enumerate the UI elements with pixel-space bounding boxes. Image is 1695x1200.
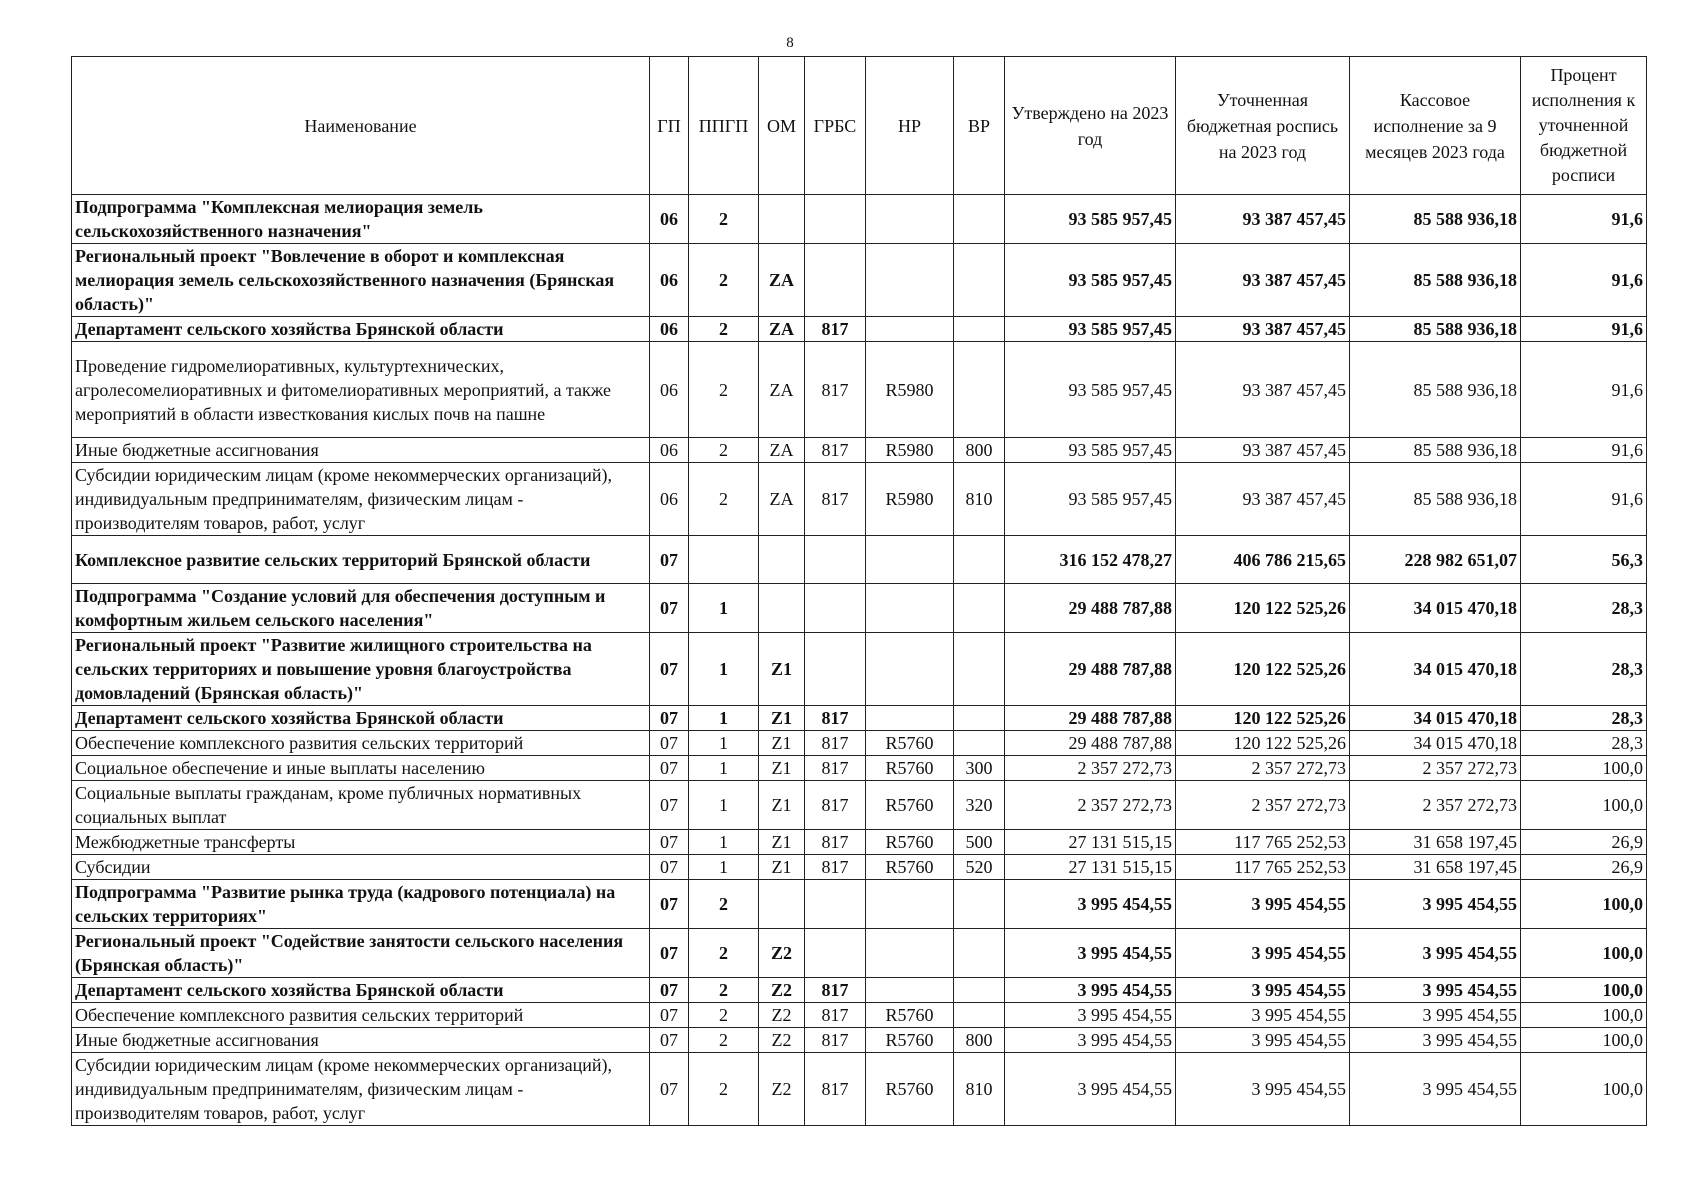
cell-approved: 2 357 272,73 bbox=[1005, 756, 1176, 781]
header-nr: НР bbox=[866, 57, 954, 195]
cell-approved: 29 488 787,88 bbox=[1005, 633, 1176, 706]
cell-name: Подпрограмма "Создание условий для обеспечения доступным и комфортным жильем сельского населения" bbox=[72, 584, 650, 633]
cell-gp: 07 bbox=[650, 633, 689, 706]
cell-gp: 07 bbox=[650, 756, 689, 781]
table-row bbox=[72, 756, 1647, 781]
cell-vr bbox=[954, 731, 1005, 756]
header-vr: ВР bbox=[954, 57, 1005, 195]
cell-grbs: 817 bbox=[805, 756, 866, 781]
cell-om: Z2 bbox=[759, 1003, 805, 1028]
cell-vr: 520 bbox=[954, 855, 1005, 880]
cell-name: Подпрограмма "Комплексная мелиорация земель сельскохозяйственного назначения" bbox=[72, 195, 650, 244]
cell-gp: 07 bbox=[650, 584, 689, 633]
cell-name: Департамент сельского хозяйства Брянской области bbox=[72, 706, 650, 731]
cell-gp: 06 bbox=[650, 244, 689, 317]
cell-ppgp: 1 bbox=[689, 584, 759, 633]
cell-name: Обеспечение комплексного развития сельских территорий bbox=[72, 731, 650, 756]
cell-gp: 07 bbox=[650, 830, 689, 855]
cell-cash: 3 995 454,55 bbox=[1350, 880, 1521, 929]
cell-percent: 91,6 bbox=[1521, 317, 1647, 342]
cell-ppgp: 2 bbox=[689, 463, 759, 536]
cell-om: ZA bbox=[759, 317, 805, 342]
table-row bbox=[72, 978, 1647, 1003]
table-row bbox=[72, 195, 1647, 244]
cell-grbs: 817 bbox=[805, 706, 866, 731]
table-row bbox=[72, 706, 1647, 731]
cell-om: Z2 bbox=[759, 1028, 805, 1053]
cell-nr bbox=[866, 195, 954, 244]
cell-nr bbox=[866, 633, 954, 706]
header-cash: Кассовое исполнение за 9 месяцев 2023 года bbox=[1350, 57, 1521, 195]
cell-gp: 07 bbox=[650, 978, 689, 1003]
cell-vr bbox=[954, 584, 1005, 633]
cell-vr: 800 bbox=[954, 438, 1005, 463]
cell-ppgp: 2 bbox=[689, 978, 759, 1003]
cell-nr bbox=[866, 244, 954, 317]
table-row bbox=[72, 929, 1647, 978]
cell-gp: 07 bbox=[650, 855, 689, 880]
cell-grbs bbox=[805, 880, 866, 929]
cell-grbs: 817 bbox=[805, 438, 866, 463]
cell-name: Социальные выплаты гражданам, кроме публичных нормативных социальных выплат bbox=[72, 781, 650, 830]
cell-cash: 85 588 936,18 bbox=[1350, 463, 1521, 536]
cell-name: Департамент сельского хозяйства Брянской области bbox=[72, 978, 650, 1003]
cell-name: Комплексное развитие сельских территорий Брянской области bbox=[72, 536, 650, 584]
cell-grbs bbox=[805, 633, 866, 706]
cell-cash: 2 357 272,73 bbox=[1350, 781, 1521, 830]
table-row bbox=[72, 830, 1647, 855]
cell-ppgp: 2 bbox=[689, 1028, 759, 1053]
cell-name: Иные бюджетные ассигнования bbox=[72, 438, 650, 463]
cell-cash: 2 357 272,73 bbox=[1350, 756, 1521, 781]
cell-percent: 26,9 bbox=[1521, 855, 1647, 880]
cell-approved: 93 585 957,45 bbox=[1005, 438, 1176, 463]
cell-om bbox=[759, 880, 805, 929]
cell-vr bbox=[954, 317, 1005, 342]
cell-vr bbox=[954, 244, 1005, 317]
header-grbs: ГРБС bbox=[805, 57, 866, 195]
cell-name: Проведение гидромелиоративных, культуртехнических, агролесомелиоративных и фитомелиоративных мероприятий, а также мероприятий в области известкования кислых почв на пашне bbox=[72, 342, 650, 438]
cell-percent: 100,0 bbox=[1521, 1053, 1647, 1126]
cell-nr: R5980 bbox=[866, 463, 954, 536]
cell-approved: 3 995 454,55 bbox=[1005, 978, 1176, 1003]
cell-nr bbox=[866, 929, 954, 978]
cell-refined: 3 995 454,55 bbox=[1176, 1028, 1350, 1053]
cell-ppgp: 2 bbox=[689, 1003, 759, 1028]
cell-vr: 810 bbox=[954, 463, 1005, 536]
cell-name: Межбюджетные трансферты bbox=[72, 830, 650, 855]
cell-ppgp: 2 bbox=[689, 317, 759, 342]
cell-refined: 3 995 454,55 bbox=[1176, 929, 1350, 978]
cell-approved: 27 131 515,15 bbox=[1005, 855, 1176, 880]
cell-percent: 100,0 bbox=[1521, 756, 1647, 781]
cell-cash: 228 982 651,07 bbox=[1350, 536, 1521, 584]
cell-ppgp: 2 bbox=[689, 342, 759, 438]
cell-refined: 3 995 454,55 bbox=[1176, 978, 1350, 1003]
cell-vr bbox=[954, 978, 1005, 1003]
header-gp: ГП bbox=[650, 57, 689, 195]
cell-refined: 2 357 272,73 bbox=[1176, 756, 1350, 781]
cell-percent: 100,0 bbox=[1521, 880, 1647, 929]
table-row bbox=[72, 1028, 1647, 1053]
cell-cash: 31 658 197,45 bbox=[1350, 830, 1521, 855]
cell-gp: 07 bbox=[650, 880, 689, 929]
header-approved: Утверждено на 2023 год bbox=[1005, 57, 1176, 195]
cell-vr: 500 bbox=[954, 830, 1005, 855]
cell-cash: 34 015 470,18 bbox=[1350, 706, 1521, 731]
cell-nr: R5980 bbox=[866, 438, 954, 463]
cell-om bbox=[759, 195, 805, 244]
cell-percent: 91,6 bbox=[1521, 438, 1647, 463]
cell-percent: 91,6 bbox=[1521, 342, 1647, 438]
cell-name: Департамент сельского хозяйства Брянской области bbox=[72, 317, 650, 342]
cell-nr bbox=[866, 978, 954, 1003]
cell-refined: 93 387 457,45 bbox=[1176, 342, 1350, 438]
table-row bbox=[72, 781, 1647, 830]
cell-gp: 07 bbox=[650, 929, 689, 978]
cell-percent: 100,0 bbox=[1521, 1003, 1647, 1028]
table-row bbox=[72, 536, 1647, 584]
page-number: 8 bbox=[786, 35, 794, 51]
cell-refined: 3 995 454,55 bbox=[1176, 1053, 1350, 1126]
cell-ppgp: 1 bbox=[689, 781, 759, 830]
cell-ppgp: 2 bbox=[689, 244, 759, 317]
cell-vr bbox=[954, 195, 1005, 244]
table-header-row bbox=[72, 57, 1647, 195]
header-om: ОМ bbox=[759, 57, 805, 195]
cell-approved: 29 488 787,88 bbox=[1005, 706, 1176, 731]
cell-ppgp: 2 bbox=[689, 195, 759, 244]
cell-vr: 800 bbox=[954, 1028, 1005, 1053]
cell-grbs bbox=[805, 195, 866, 244]
cell-vr bbox=[954, 342, 1005, 438]
cell-name: Субсидии юридическим лицам (кроме некоммерческих организаций), индивидуальным предпринимателям, физическим лицам - производителям товаров, работ, услуг bbox=[72, 463, 650, 536]
cell-approved: 29 488 787,88 bbox=[1005, 584, 1176, 633]
cell-refined: 93 387 457,45 bbox=[1176, 317, 1350, 342]
cell-vr bbox=[954, 880, 1005, 929]
cell-gp: 06 bbox=[650, 463, 689, 536]
cell-om: ZA bbox=[759, 438, 805, 463]
cell-approved: 93 585 957,45 bbox=[1005, 342, 1176, 438]
cell-ppgp: 2 bbox=[689, 438, 759, 463]
cell-grbs: 817 bbox=[805, 463, 866, 536]
cell-name: Региональный проект "Развитие жилищного строительства на сельских территориях и повышение уровня благоустройства домовладений (Брянская область)" bbox=[72, 633, 650, 706]
cell-percent: 91,6 bbox=[1521, 244, 1647, 317]
table-row bbox=[72, 244, 1647, 317]
cell-refined: 2 357 272,73 bbox=[1176, 781, 1350, 830]
cell-ppgp bbox=[689, 536, 759, 584]
cell-om: Z1 bbox=[759, 756, 805, 781]
cell-percent: 100,0 bbox=[1521, 929, 1647, 978]
cell-vr bbox=[954, 1003, 1005, 1028]
cell-om: Z2 bbox=[759, 929, 805, 978]
cell-cash: 3 995 454,55 bbox=[1350, 1003, 1521, 1028]
cell-grbs bbox=[805, 244, 866, 317]
table-body bbox=[72, 195, 1647, 1126]
cell-cash: 3 995 454,55 bbox=[1350, 929, 1521, 978]
cell-percent: 28,3 bbox=[1521, 584, 1647, 633]
cell-refined: 93 387 457,45 bbox=[1176, 463, 1350, 536]
cell-cash: 85 588 936,18 bbox=[1350, 195, 1521, 244]
cell-cash: 85 588 936,18 bbox=[1350, 342, 1521, 438]
cell-approved: 29 488 787,88 bbox=[1005, 731, 1176, 756]
cell-vr bbox=[954, 706, 1005, 731]
cell-percent: 56,3 bbox=[1521, 536, 1647, 584]
cell-om: ZA bbox=[759, 244, 805, 317]
cell-ppgp: 2 bbox=[689, 1053, 759, 1126]
cell-cash: 3 995 454,55 bbox=[1350, 1053, 1521, 1126]
cell-nr: R5760 bbox=[866, 1003, 954, 1028]
cell-gp: 06 bbox=[650, 438, 689, 463]
cell-refined: 93 387 457,45 bbox=[1176, 438, 1350, 463]
cell-nr: R5980 bbox=[866, 342, 954, 438]
cell-cash: 85 588 936,18 bbox=[1350, 438, 1521, 463]
cell-grbs bbox=[805, 536, 866, 584]
cell-nr bbox=[866, 536, 954, 584]
cell-nr: R5760 bbox=[866, 781, 954, 830]
cell-gp: 07 bbox=[650, 731, 689, 756]
cell-nr: R5760 bbox=[866, 756, 954, 781]
cell-vr bbox=[954, 633, 1005, 706]
cell-grbs: 817 bbox=[805, 781, 866, 830]
cell-nr: R5760 bbox=[866, 830, 954, 855]
cell-grbs: 817 bbox=[805, 1028, 866, 1053]
cell-grbs: 817 bbox=[805, 1053, 866, 1126]
cell-name: Региональный проект "Содействие занятости сельского населения (Брянская область)" bbox=[72, 929, 650, 978]
cell-ppgp: 1 bbox=[689, 633, 759, 706]
cell-grbs bbox=[805, 929, 866, 978]
cell-ppgp: 2 bbox=[689, 929, 759, 978]
cell-nr bbox=[866, 584, 954, 633]
cell-om: Z2 bbox=[759, 1053, 805, 1126]
cell-gp: 07 bbox=[650, 781, 689, 830]
cell-grbs: 817 bbox=[805, 1003, 866, 1028]
cell-name: Социальное обеспечение и иные выплаты населению bbox=[72, 756, 650, 781]
table-row bbox=[72, 855, 1647, 880]
cell-vr bbox=[954, 929, 1005, 978]
cell-nr: R5760 bbox=[866, 855, 954, 880]
cell-refined: 117 765 252,53 bbox=[1176, 855, 1350, 880]
cell-om: Z1 bbox=[759, 731, 805, 756]
cell-grbs: 817 bbox=[805, 731, 866, 756]
cell-cash: 34 015 470,18 bbox=[1350, 584, 1521, 633]
cell-grbs bbox=[805, 584, 866, 633]
table-row bbox=[72, 438, 1647, 463]
cell-percent: 91,6 bbox=[1521, 463, 1647, 536]
cell-grbs: 817 bbox=[805, 342, 866, 438]
cell-nr bbox=[866, 880, 954, 929]
cell-gp: 07 bbox=[650, 1003, 689, 1028]
cell-grbs: 817 bbox=[805, 855, 866, 880]
cell-gp: 07 bbox=[650, 536, 689, 584]
cell-approved: 316 152 478,27 bbox=[1005, 536, 1176, 584]
cell-cash: 34 015 470,18 bbox=[1350, 633, 1521, 706]
cell-cash: 3 995 454,55 bbox=[1350, 978, 1521, 1003]
header-refined: Уточненная бюджетная роспись на 2023 год bbox=[1176, 57, 1350, 195]
cell-ppgp: 1 bbox=[689, 830, 759, 855]
cell-approved: 93 585 957,45 bbox=[1005, 244, 1176, 317]
cell-vr: 810 bbox=[954, 1053, 1005, 1126]
table-row bbox=[72, 342, 1647, 438]
table-row bbox=[72, 317, 1647, 342]
cell-nr bbox=[866, 317, 954, 342]
cell-approved: 3 995 454,55 bbox=[1005, 1003, 1176, 1028]
cell-gp: 06 bbox=[650, 342, 689, 438]
cell-name: Иные бюджетные ассигнования bbox=[72, 1028, 650, 1053]
cell-name: Подпрограмма "Развитие рынка труда (кадрового потенциала) на сельских территориях" bbox=[72, 880, 650, 929]
cell-vr bbox=[954, 536, 1005, 584]
cell-cash: 85 588 936,18 bbox=[1350, 244, 1521, 317]
cell-cash: 85 588 936,18 bbox=[1350, 317, 1521, 342]
cell-refined: 93 387 457,45 bbox=[1176, 195, 1350, 244]
table-row bbox=[72, 1003, 1647, 1028]
cell-refined: 3 995 454,55 bbox=[1176, 880, 1350, 929]
table-row bbox=[72, 1053, 1647, 1126]
header-name: Наименование bbox=[72, 57, 650, 195]
cell-name: Обеспечение комплексного развития сельских территорий bbox=[72, 1003, 650, 1028]
cell-gp: 07 bbox=[650, 1053, 689, 1126]
cell-refined: 120 122 525,26 bbox=[1176, 633, 1350, 706]
cell-percent: 91,6 bbox=[1521, 195, 1647, 244]
cell-om: ZA bbox=[759, 463, 805, 536]
cell-om: Z1 bbox=[759, 855, 805, 880]
cell-percent: 26,9 bbox=[1521, 830, 1647, 855]
cell-ppgp: 2 bbox=[689, 880, 759, 929]
budget-execution-table bbox=[71, 56, 1647, 1126]
cell-grbs: 817 bbox=[805, 830, 866, 855]
cell-percent: 100,0 bbox=[1521, 1028, 1647, 1053]
cell-percent: 28,3 bbox=[1521, 633, 1647, 706]
cell-om: Z1 bbox=[759, 830, 805, 855]
cell-refined: 3 995 454,55 bbox=[1176, 1003, 1350, 1028]
cell-gp: 06 bbox=[650, 317, 689, 342]
cell-cash: 3 995 454,55 bbox=[1350, 1028, 1521, 1053]
cell-nr bbox=[866, 706, 954, 731]
cell-gp: 06 bbox=[650, 195, 689, 244]
cell-ppgp: 1 bbox=[689, 756, 759, 781]
cell-approved: 3 995 454,55 bbox=[1005, 1028, 1176, 1053]
cell-gp: 07 bbox=[650, 1028, 689, 1053]
table-row bbox=[72, 633, 1647, 706]
cell-om: ZA bbox=[759, 342, 805, 438]
cell-approved: 3 995 454,55 bbox=[1005, 1053, 1176, 1126]
cell-approved: 93 585 957,45 bbox=[1005, 317, 1176, 342]
cell-nr: R5760 bbox=[866, 731, 954, 756]
table-row bbox=[72, 880, 1647, 929]
cell-cash: 34 015 470,18 bbox=[1350, 731, 1521, 756]
cell-approved: 93 585 957,45 bbox=[1005, 195, 1176, 244]
table-row bbox=[72, 584, 1647, 633]
cell-refined: 93 387 457,45 bbox=[1176, 244, 1350, 317]
cell-percent: 100,0 bbox=[1521, 978, 1647, 1003]
cell-refined: 117 765 252,53 bbox=[1176, 830, 1350, 855]
cell-om: Z2 bbox=[759, 978, 805, 1003]
cell-approved: 3 995 454,55 bbox=[1005, 929, 1176, 978]
cell-gp: 07 bbox=[650, 706, 689, 731]
cell-om: Z1 bbox=[759, 781, 805, 830]
cell-percent: 100,0 bbox=[1521, 781, 1647, 830]
cell-vr: 320 bbox=[954, 781, 1005, 830]
cell-grbs: 817 bbox=[805, 317, 866, 342]
cell-refined: 406 786 215,65 bbox=[1176, 536, 1350, 584]
cell-refined: 120 122 525,26 bbox=[1176, 731, 1350, 756]
cell-ppgp: 1 bbox=[689, 731, 759, 756]
cell-om bbox=[759, 584, 805, 633]
cell-name: Субсидии юридическим лицам (кроме некоммерческих организаций), индивидуальным предпринимателям, физическим лицам - производителям товаров, работ, услуг bbox=[72, 1053, 650, 1126]
header-percent: Процент исполнения к уточненной бюджетной росписи bbox=[1521, 57, 1647, 195]
cell-refined: 120 122 525,26 bbox=[1176, 706, 1350, 731]
cell-cash: 31 658 197,45 bbox=[1350, 855, 1521, 880]
cell-nr: R5760 bbox=[866, 1053, 954, 1126]
cell-nr: R5760 bbox=[866, 1028, 954, 1053]
table-row bbox=[72, 731, 1647, 756]
cell-approved: 27 131 515,15 bbox=[1005, 830, 1176, 855]
cell-approved: 2 357 272,73 bbox=[1005, 781, 1176, 830]
cell-om bbox=[759, 536, 805, 584]
header-ppgp: ППГП bbox=[689, 57, 759, 195]
cell-grbs: 817 bbox=[805, 978, 866, 1003]
cell-name: Субсидии bbox=[72, 855, 650, 880]
cell-refined: 120 122 525,26 bbox=[1176, 584, 1350, 633]
cell-ppgp: 1 bbox=[689, 706, 759, 731]
cell-approved: 3 995 454,55 bbox=[1005, 880, 1176, 929]
cell-approved: 93 585 957,45 bbox=[1005, 463, 1176, 536]
cell-ppgp: 1 bbox=[689, 855, 759, 880]
cell-om: Z1 bbox=[759, 633, 805, 706]
cell-percent: 28,3 bbox=[1521, 731, 1647, 756]
table-row bbox=[72, 463, 1647, 536]
cell-vr: 300 bbox=[954, 756, 1005, 781]
cell-name: Региональный проект "Вовлечение в оборот и комплексная мелиорация земель сельскохозяйственного назначения (Брянская область)" bbox=[72, 244, 650, 317]
cell-om: Z1 bbox=[759, 706, 805, 731]
cell-percent: 28,3 bbox=[1521, 706, 1647, 731]
